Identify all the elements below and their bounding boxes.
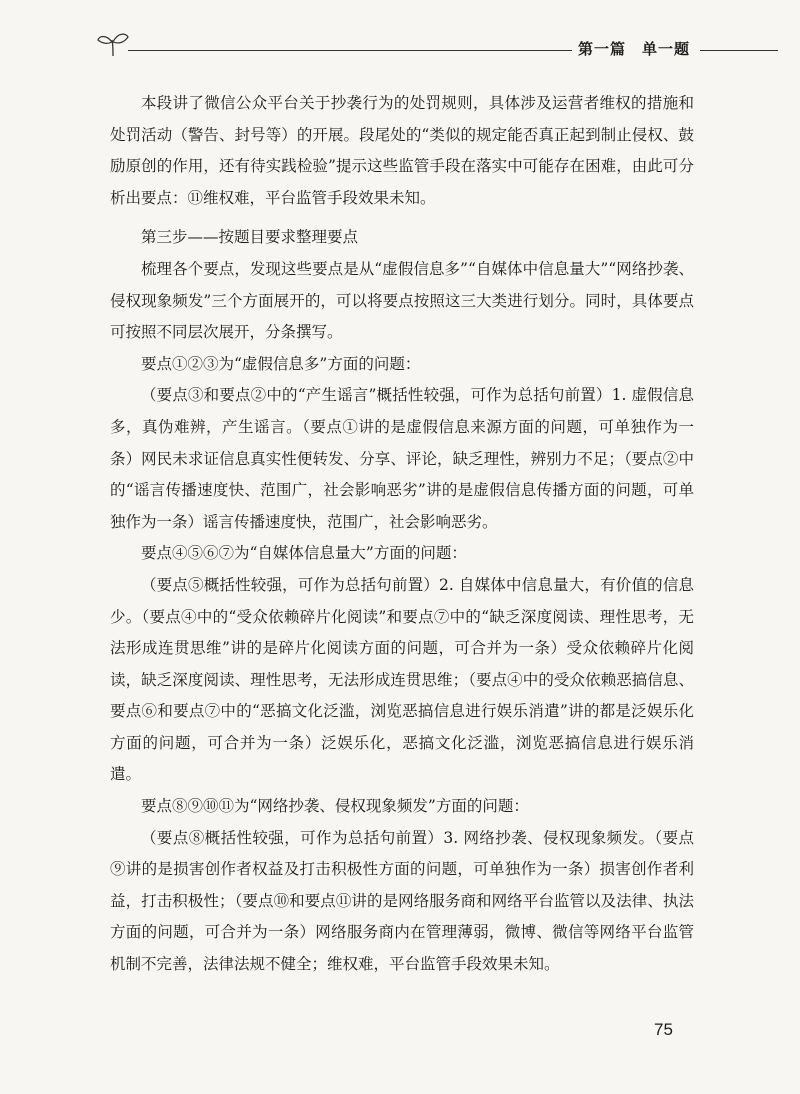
paragraph: （要点③和要点②中的“产生谣言”概括性较强，可作为总括句前置）1. 虚假信息多，真伪难辨，产生谣言。（要点①讲的是虚假信息来源方面的问题，可单独作为一条）网民未求证信息真实性便转发、分享、评论，缺乏理性，辨别力不足；（要点②中的“谣言传播速度快、范围广，社会影响恶劣”讲的是虚假信息传播方面的问题，可单独作为一条）谣言传播速度快，范围广，社会影响恶劣。: [110, 386, 694, 531]
step-heading: 第三步——按题目要求整理要点: [141, 228, 359, 247]
paragraph: 要点⑧⑨⑩⑪为“网络抄袭、侵权现象频发”方面的问题：: [141, 797, 529, 816]
sprout-icon: [96, 30, 130, 58]
paragraph: 本段讲了微信公众平台关于抄袭行为的处罚规则，具体涉及运营者维权的措施和处罚活动（警告、封号等）的开展。段尾处的“类似的规定能否真正起到制止侵权、鼓励原创的作用，还有待实践检验”提示这些监管手段在落实中可能存在困难，由此可分析出要点：⑪维权难，平台监管手段效果未知。: [110, 94, 694, 207]
running-header: [96, 30, 778, 64]
paragraph: （要点⑧概括性较强，可作为总括句前置）3. 网络抄袭、侵权现象频发。（要点⑨讲的是损害创作者权益及打击积极性方面的问题，可单独作为一条）损害创作者利益，打击积极性；（要点⑩和要点⑪讲的是网络服务商和网络平台监管以及法律、执法方面的问题，可合并为一条）网络服务商内在管理薄弱，微博、微信等网络平台监管机制不完善，法律法规不健全；维权难，平台监管手段效果未知。: [110, 828, 694, 974]
paragraph: 要点①②③为“虚假信息多”方面的问题：: [141, 354, 421, 373]
paragraph: 要点④⑤⑥⑦为“自媒体信息量大”方面的问题：: [141, 544, 467, 563]
header-rule-right: [700, 50, 778, 51]
paragraph: 梳理各个要点，发现这些要点是从“虚假信息多”“自媒体中信息量大”“网络抄袭、侵权现象频发”三个方面展开的，可以将要点按照这三大类进行划分。同时，具体要点可按照不同层次展开，分条撰写。: [110, 259, 694, 342]
page-number: 75: [654, 1020, 673, 1039]
header-title: 第一篇 单一题: [572, 38, 696, 59]
paragraph: （要点⑤概括性较强，可作为总括句前置）2. 自媒体中信息量大，有价值的信息少。（要点④中的“受众依赖碎片化阅读”和要点⑦中的“缺乏深度阅读、理性思考，无法形成连贯思维”讲的是碎片化阅读方面的问题，可合并为一条）受众依赖碎片化阅读，缺乏深度阅读、理性思考，无法形成连贯思维；（要点④中的受众依赖恶搞信息、要点⑥和要点⑦中的“恶搞文化泛滥，浏览恶搞信息进行娱乐消遣”讲的都是泛娱乐化方面的问题，可合并为一条）泛娱乐化，恶搞文化泛滥，浏览恶搞信息进行娱乐消遣。: [110, 575, 694, 784]
page-body: [110, 88, 694, 981]
